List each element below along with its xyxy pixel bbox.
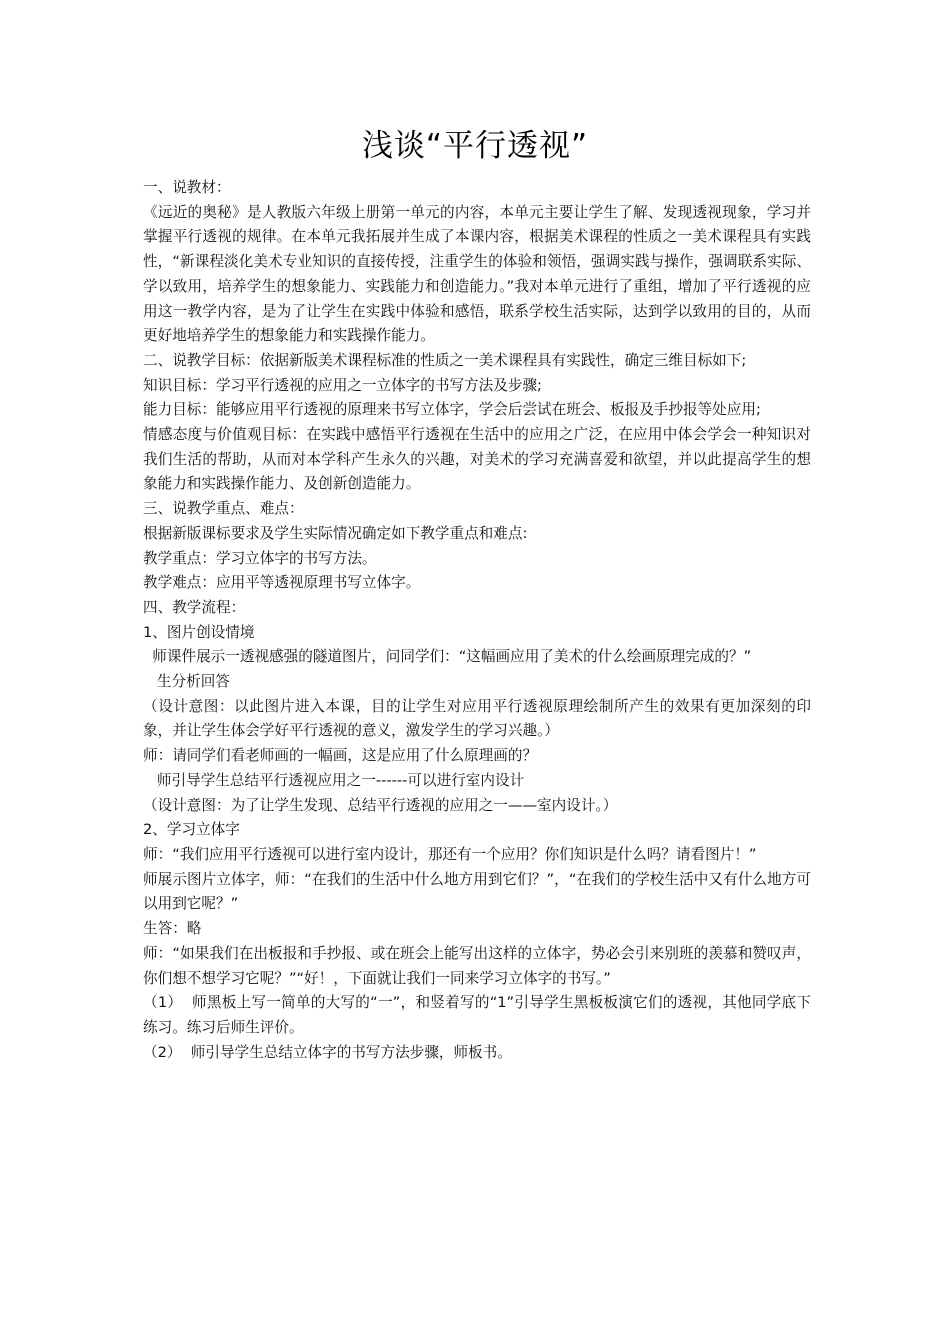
paragraph-step2-motivation: 师：“如果我们在出板报和手抄报、或在班会上能写出这样的立体字，势必会引来别班的羡慕和赞叹声，你们想不想学习它呢？”“好！，下面就让我们一同来学习立体字的书写。” [143,944,811,987]
paragraph-step1-teacher-question: 师：请同学们看老师画的一幅画，这是应用了什么原理画的？ [143,747,538,765]
document-title: 浅谈“平行透视” [361,128,589,164]
section-heading-goals: 二、说教学目标：依据新版美术课程标准的性质之一美术课程具有实践性，确定三维目标如下; [143,351,747,369]
section-heading-process: 四、教学流程： [143,598,246,616]
paragraph-step2-question: 师：“我们应用平行透视可以进行室内设计，那还有一个应用？你们知识是什么吗？请看图片！” [143,845,757,863]
paragraph-step1-summary: 师引导学生总结平行透视应用之一------可以进行室内设计 [143,771,525,789]
paragraph-step1-intent: （设计意图：以此图片进入本课，目的让学生对应用平行透视原理绘制所产生的效果有更加深刻的印象，并让学生体会学好平行透视的意义，激发学生的学习兴趣。） [143,697,811,740]
paragraph-step1-intent-2: （设计意图：为了让学生发现、总结平行透视的应用之一——室内设计。） [143,796,618,814]
paragraph-step2-item-1: （1） 师黑板上写一简单的大写的“一”，和竖着写的“1”引导学生黑板板演它们的透视，其他同学底下练习。练习后师生评价。 [143,994,811,1036]
paragraph-knowledge-goal: 知识目标：学习平行透视的应用之一立体字的书写方法及步骤; [143,376,542,394]
section-heading-key-points: 三、说教学重点、难点： [143,500,304,518]
paragraph-teaching-difficulty: 教学难点：应用平等透视原理书写立体字。 [143,574,421,592]
paragraph-textbook-description: 《远近的奥秘》是人教版六年级上册第一单元的内容，本单元主要让学生了解、发现透视现象，学习并掌握平行透视的规律。在本单元我拓展并生成了本课内容，根据美术课程的性质之一美术课程具有实践性，“新课程淡化美术专业知识的直接传授，注重学生的体验和领悟，强调实践与操作，强调联系实际、学以致用，培养学生的想象能力、实践能力和创造能力。”我对本单元进行了重组，增加了平行透视的应用这一教学内容，是为了让学生在实践中体验和感悟，联系学校生活实际，达到学以致用的目的，从而更好地培养学生的想象能力和实践操作能力。 [143,203,811,345]
paragraph-key-points-intro: 根据新版课标要求及学生实际情况确定如下教学重点和难点: [143,524,528,542]
step-heading-2: 2、学习立体字 [143,821,240,839]
paragraph-teaching-focus: 教学重点：学习立体字的书写方法。 [143,549,377,567]
paragraph-ability-goal: 能力目标：能够应用平行透视的原理来书写立体字，学会后尝试在班会、板报及手抄报等处应用; [143,401,761,419]
paragraph-emotion-goal: 情感态度与价值观目标：在实践中感悟平行透视在生活中的应用之广泛，在应用中体会学会一种知识对我们生活的帮助，从而对本学科产生永久的兴趣，对美术的学习充满喜爱和欲望，并以此提高学生的想象能力和实践操作能力、及创新创造能力。 [143,426,811,493]
paragraph-step2-item-2: （2） 师引导学生总结立体字的书写方法步骤，师板书。 [143,1043,512,1061]
paragraph-step1-answer: 生分析回答 [143,673,230,691]
paragraph-step1-question: 师课件展示一透视感强的隧道图片，问同学们：“这幅画应用了美术的什么绘画原理完成的？” [143,648,752,666]
paragraph-step2-show: 师展示图片立体字，师：“在我们的生活中什么地方用到它们？”，“在我们的学校生活中又有什么地方可以用到它呢？” [143,870,811,913]
section-heading-textbook: 一、说教材： [143,179,231,196]
step-heading-1: 1、图片创设情境 [143,623,255,641]
paragraph-step2-answer: 生答：略 [143,920,202,938]
document-body [143,176,811,1065]
